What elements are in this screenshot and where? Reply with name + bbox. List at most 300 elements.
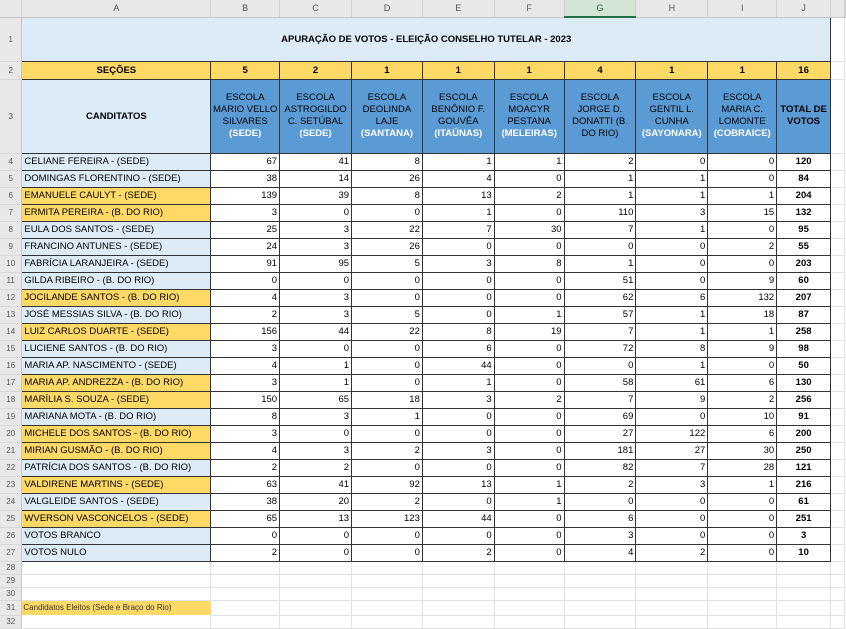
vote-count[interactable]: 1 (708, 476, 777, 493)
vote-count[interactable]: 5 (352, 255, 423, 272)
empty-cell[interactable] (831, 510, 845, 527)
vote-count[interactable]: 0 (494, 442, 564, 459)
vote-count[interactable]: 2 (564, 476, 636, 493)
empty-cell[interactable] (352, 587, 423, 600)
empty-cell[interactable] (777, 615, 831, 628)
empty-cell[interactable] (211, 600, 280, 615)
vote-count[interactable]: 9 (708, 340, 777, 357)
empty-cell[interactable] (422, 600, 494, 615)
vote-count[interactable]: 0 (636, 493, 708, 510)
vote-count[interactable]: 3 (211, 374, 280, 391)
empty-cell[interactable] (831, 170, 845, 187)
empty-cell[interactable] (831, 600, 845, 615)
vote-count[interactable]: 0 (494, 357, 564, 374)
empty-cell[interactable] (636, 600, 708, 615)
empty-cell[interactable] (352, 574, 423, 587)
vote-count[interactable]: 19 (494, 323, 564, 340)
vote-count[interactable]: 2 (280, 459, 352, 476)
vote-count[interactable]: 0 (422, 425, 494, 442)
empty-cell[interactable] (708, 600, 777, 615)
vote-count[interactable]: 28 (708, 459, 777, 476)
vote-count[interactable]: 0 (636, 255, 708, 272)
vote-count[interactable]: 92 (352, 476, 423, 493)
vote-count[interactable]: 9 (636, 391, 708, 408)
vote-count[interactable]: 7 (564, 391, 636, 408)
empty-cell[interactable] (494, 615, 564, 628)
empty-cell[interactable] (422, 615, 494, 628)
row-number[interactable]: 31 (0, 600, 22, 615)
vote-count[interactable]: 6 (422, 340, 494, 357)
candidate-name[interactable]: JOCILANDE SANTOS - (B. DO RIO) (22, 289, 211, 306)
empty-cell[interactable] (831, 374, 845, 391)
candidate-total[interactable]: 256 (777, 391, 831, 408)
vote-count[interactable]: 0 (494, 544, 564, 561)
vote-count[interactable]: 1 (636, 323, 708, 340)
vote-count[interactable]: 65 (211, 510, 280, 527)
row-number[interactable]: 23 (0, 476, 22, 493)
vote-count[interactable]: 0 (352, 425, 423, 442)
candidate-total[interactable]: 95 (777, 221, 831, 238)
vote-count[interactable]: 4 (211, 289, 280, 306)
vote-count[interactable]: 3 (422, 255, 494, 272)
empty-cell[interactable] (636, 561, 708, 574)
vote-count[interactable]: 2 (352, 442, 423, 459)
empty-cell[interactable] (777, 587, 831, 600)
candidate-total[interactable]: 258 (777, 323, 831, 340)
vote-count[interactable]: 1 (494, 306, 564, 323)
row-number[interactable]: 11 (0, 272, 22, 289)
vote-count[interactable]: 7 (422, 221, 494, 238)
vote-count[interactable]: 27 (564, 425, 636, 442)
school-header[interactable] (422, 79, 494, 153)
vote-count[interactable]: 0 (708, 153, 777, 170)
row-number[interactable]: 28 (0, 561, 22, 574)
vote-count[interactable]: 2 (564, 153, 636, 170)
row-number[interactable]: 27 (0, 544, 22, 561)
vote-count[interactable]: 1 (494, 476, 564, 493)
vote-count[interactable]: 14 (280, 170, 352, 187)
vote-count[interactable]: 30 (494, 221, 564, 238)
vote-count[interactable]: 1 (422, 374, 494, 391)
empty-cell[interactable] (494, 561, 564, 574)
empty-cell[interactable] (564, 615, 636, 628)
vote-count[interactable]: 8 (352, 187, 423, 204)
vote-count[interactable]: 0 (352, 272, 423, 289)
vote-count[interactable]: 22 (352, 221, 423, 238)
vote-count[interactable]: 39 (280, 187, 352, 204)
empty-cell[interactable] (211, 574, 280, 587)
empty-cell[interactable] (831, 340, 845, 357)
column-header-h[interactable]: H (636, 0, 708, 17)
candidate-total[interactable]: 120 (777, 153, 831, 170)
vote-count[interactable]: 1 (494, 493, 564, 510)
vote-count[interactable]: 1 (280, 374, 352, 391)
vote-count[interactable]: 13 (422, 187, 494, 204)
candidate-total[interactable]: 251 (777, 510, 831, 527)
vote-count[interactable]: 0 (494, 527, 564, 544)
empty-cell[interactable] (831, 561, 845, 574)
candidate-total[interactable]: 84 (777, 170, 831, 187)
vote-count[interactable]: 0 (636, 527, 708, 544)
row-number[interactable]: 20 (0, 425, 22, 442)
column-header-g[interactable]: G (564, 0, 636, 17)
vote-count[interactable]: 8 (494, 255, 564, 272)
row-number[interactable]: 6 (0, 187, 22, 204)
vote-count[interactable]: 181 (564, 442, 636, 459)
candidate-name[interactable]: DOMINGAS FLORENTINO - (SEDE) (22, 170, 211, 187)
vote-count[interactable]: 9 (708, 272, 777, 289)
vote-count[interactable]: 1 (564, 255, 636, 272)
vote-count[interactable]: 0 (636, 153, 708, 170)
vote-count[interactable]: 4 (211, 442, 280, 459)
empty-cell[interactable] (494, 600, 564, 615)
vote-count[interactable]: 65 (280, 391, 352, 408)
vote-count[interactable]: 95 (280, 255, 352, 272)
vote-count[interactable]: 3 (422, 442, 494, 459)
vote-count[interactable]: 2 (708, 238, 777, 255)
vote-count[interactable]: 0 (564, 238, 636, 255)
row-number[interactable]: 22 (0, 459, 22, 476)
vote-count[interactable]: 2 (211, 459, 280, 476)
empty-cell[interactable] (636, 615, 708, 628)
empty-cell[interactable] (422, 574, 494, 587)
vote-count[interactable]: 6 (708, 374, 777, 391)
column-header-i[interactable]: I (708, 0, 777, 17)
empty-cell[interactable] (494, 574, 564, 587)
vote-count[interactable]: 0 (494, 238, 564, 255)
candidate-total[interactable]: 3 (777, 527, 831, 544)
vote-count[interactable]: 38 (211, 170, 280, 187)
row-number[interactable]: 24 (0, 493, 22, 510)
candidate-name[interactable]: EMANUELE CAULYT - (SEDE) (22, 187, 211, 204)
empty-cell[interactable] (831, 408, 845, 425)
vote-count[interactable]: 150 (211, 391, 280, 408)
empty-cell[interactable] (831, 357, 845, 374)
empty-cell[interactable] (831, 323, 845, 340)
candidate-total[interactable]: 91 (777, 408, 831, 425)
empty-cell[interactable] (831, 615, 845, 628)
empty-cell[interactable] (831, 61, 845, 79)
empty-cell[interactable] (564, 561, 636, 574)
vote-count[interactable]: 58 (564, 374, 636, 391)
candidate-name[interactable]: JOSÉ MESSIAS SILVA - (B. DO RIO) (22, 306, 211, 323)
column-header-k[interactable] (831, 0, 845, 17)
empty-cell[interactable] (708, 561, 777, 574)
empty-cell[interactable] (831, 527, 845, 544)
vote-count[interactable]: 2 (636, 544, 708, 561)
empty-cell[interactable] (280, 600, 352, 615)
empty-cell[interactable] (636, 587, 708, 600)
vote-count[interactable]: 8 (422, 323, 494, 340)
vote-count[interactable]: 3 (280, 289, 352, 306)
empty-cell[interactable] (564, 587, 636, 600)
row-number[interactable]: 5 (0, 170, 22, 187)
vote-count[interactable]: 0 (494, 289, 564, 306)
candidate-total[interactable]: 98 (777, 340, 831, 357)
section-total[interactable]: 16 (777, 61, 831, 79)
section-count[interactable]: 1 (422, 61, 494, 79)
vote-count[interactable]: 2 (211, 306, 280, 323)
vote-count[interactable]: 0 (422, 289, 494, 306)
vote-count[interactable]: 0 (280, 425, 352, 442)
vote-count[interactable]: 1 (564, 187, 636, 204)
candidate-name[interactable]: MARIA AP. NASCIMENTO - (SEDE) (22, 357, 211, 374)
vote-count[interactable]: 0 (708, 493, 777, 510)
vote-count[interactable]: 0 (352, 544, 423, 561)
candidate-total[interactable]: 203 (777, 255, 831, 272)
candidate-name[interactable]: LUCIENE SANTOS - (B. DO RIO) (22, 340, 211, 357)
empty-cell[interactable] (280, 561, 352, 574)
vote-count[interactable]: 1 (636, 187, 708, 204)
vote-count[interactable]: 0 (494, 425, 564, 442)
candidate-name[interactable]: ERMITA PEREIRA - (B. DO RIO) (22, 204, 211, 221)
vote-count[interactable]: 1 (422, 153, 494, 170)
vote-count[interactable]: 41 (280, 153, 352, 170)
vote-count[interactable]: 2 (422, 544, 494, 561)
sheet-title[interactable]: APURAÇÃO DE VOTOS - ELEIÇÃO CONSELHO TUTELAR - 2023 (22, 17, 831, 61)
vote-count[interactable]: 123 (352, 510, 423, 527)
vote-count[interactable]: 1 (564, 170, 636, 187)
vote-count[interactable]: 0 (708, 255, 777, 272)
row-number[interactable]: 30 (0, 587, 22, 600)
vote-count[interactable]: 0 (280, 272, 352, 289)
school-header[interactable] (564, 79, 636, 153)
candidate-name[interactable]: PATRÍCIA DOS SANTOS - (B. DO RIO) (22, 459, 211, 476)
vote-count[interactable]: 2 (211, 544, 280, 561)
vote-count[interactable]: 2 (708, 391, 777, 408)
empty-cell[interactable] (831, 493, 845, 510)
candidate-total[interactable]: 132 (777, 204, 831, 221)
empty-cell[interactable] (777, 574, 831, 587)
candidate-total[interactable]: 55 (777, 238, 831, 255)
vote-count[interactable]: 3 (280, 442, 352, 459)
row-number[interactable]: 18 (0, 391, 22, 408)
empty-cell[interactable] (564, 600, 636, 615)
empty-cell[interactable] (211, 561, 280, 574)
vote-count[interactable]: 67 (211, 153, 280, 170)
vote-count[interactable]: 0 (422, 306, 494, 323)
row-number[interactable]: 32 (0, 615, 22, 628)
vote-count[interactable]: 0 (352, 357, 423, 374)
vote-count[interactable]: 3 (422, 391, 494, 408)
empty-cell[interactable] (280, 615, 352, 628)
vote-count[interactable]: 0 (280, 340, 352, 357)
vote-count[interactable]: 13 (422, 476, 494, 493)
vote-count[interactable]: 44 (422, 510, 494, 527)
candidate-name[interactable]: FABRÍCIA LARANJEIRA - (SEDE) (22, 255, 211, 272)
column-header-b[interactable]: B (211, 0, 280, 17)
vote-count[interactable]: 0 (211, 272, 280, 289)
candidate-total[interactable]: 10 (777, 544, 831, 561)
candidate-total[interactable]: 50 (777, 357, 831, 374)
vote-count[interactable]: 3 (211, 204, 280, 221)
sections-label[interactable]: SEÇÕES (22, 61, 211, 79)
vote-count[interactable]: 0 (564, 493, 636, 510)
candidate-name[interactable]: MARIANA MOTA - (B. DO RIO) (22, 408, 211, 425)
school-header[interactable] (708, 79, 777, 153)
vote-count[interactable]: 3 (280, 306, 352, 323)
vote-count[interactable]: 6 (708, 425, 777, 442)
row-number[interactable]: 13 (0, 306, 22, 323)
row-number[interactable]: 29 (0, 574, 22, 587)
candidate-total[interactable]: 207 (777, 289, 831, 306)
vote-count[interactable]: 3 (636, 476, 708, 493)
vote-count[interactable]: 44 (280, 323, 352, 340)
vote-count[interactable]: 1 (494, 153, 564, 170)
vote-count[interactable]: 0 (422, 272, 494, 289)
vote-count[interactable]: 0 (636, 272, 708, 289)
vote-count[interactable]: 132 (708, 289, 777, 306)
vote-count[interactable]: 3 (636, 204, 708, 221)
column-header-d[interactable]: D (352, 0, 423, 17)
vote-count[interactable]: 1 (636, 306, 708, 323)
vote-count[interactable]: 0 (280, 544, 352, 561)
row-number[interactable]: 12 (0, 289, 22, 306)
vote-count[interactable]: 82 (564, 459, 636, 476)
vote-count[interactable]: 44 (422, 357, 494, 374)
vote-count[interactable]: 2 (352, 493, 423, 510)
vote-count[interactable]: 0 (422, 527, 494, 544)
vote-count[interactable]: 0 (352, 374, 423, 391)
column-header-f[interactable]: F (494, 0, 564, 17)
vote-count[interactable]: 3 (280, 408, 352, 425)
vote-count[interactable]: 1 (280, 357, 352, 374)
vote-count[interactable]: 0 (708, 510, 777, 527)
vote-count[interactable]: 0 (422, 238, 494, 255)
vote-count[interactable]: 30 (708, 442, 777, 459)
school-header[interactable] (280, 79, 352, 153)
vote-count[interactable]: 27 (636, 442, 708, 459)
vote-count[interactable]: 0 (494, 272, 564, 289)
empty-cell[interactable] (22, 587, 211, 600)
candidate-name[interactable]: MIRIAN GUSMÃO - (B. DO RIO) (22, 442, 211, 459)
vote-count[interactable]: 0 (494, 459, 564, 476)
empty-cell[interactable] (831, 17, 845, 61)
candidate-name[interactable]: CELIANE FEREIRA - (SEDE) (22, 153, 211, 170)
vote-count[interactable]: 10 (708, 408, 777, 425)
vote-count[interactable]: 8 (636, 340, 708, 357)
vote-count[interactable]: 26 (352, 170, 423, 187)
vote-count[interactable]: 0 (352, 340, 423, 357)
vote-count[interactable]: 8 (211, 408, 280, 425)
vote-count[interactable]: 0 (494, 204, 564, 221)
vote-count[interactable]: 110 (564, 204, 636, 221)
candidate-name[interactable]: VALDIRENE MARTINS - (SEDE) (22, 476, 211, 493)
empty-cell[interactable] (636, 574, 708, 587)
empty-cell[interactable] (22, 561, 211, 574)
section-count[interactable]: 5 (211, 61, 280, 79)
vote-count[interactable]: 3 (564, 527, 636, 544)
vote-count[interactable]: 0 (708, 527, 777, 544)
vote-count[interactable]: 0 (494, 340, 564, 357)
vote-count[interactable]: 0 (211, 527, 280, 544)
vote-count[interactable]: 139 (211, 187, 280, 204)
vote-count[interactable]: 0 (636, 510, 708, 527)
candidate-name[interactable]: EULA DOS SANTOS - (SEDE) (22, 221, 211, 238)
vote-count[interactable]: 26 (352, 238, 423, 255)
candidate-total[interactable]: 216 (777, 476, 831, 493)
candidate-total[interactable]: 204 (777, 187, 831, 204)
vote-count[interactable]: 1 (636, 170, 708, 187)
school-header[interactable] (211, 79, 280, 153)
vote-count[interactable]: 156 (211, 323, 280, 340)
candidate-total[interactable]: 130 (777, 374, 831, 391)
row-number[interactable]: 26 (0, 527, 22, 544)
column-header-j[interactable]: J (777, 0, 831, 17)
candidate-name[interactable]: FRANCINO ANTUNES - (SEDE) (22, 238, 211, 255)
row-number[interactable]: 15 (0, 340, 22, 357)
vote-count[interactable]: 0 (352, 527, 423, 544)
section-count[interactable]: 4 (564, 61, 636, 79)
vote-count[interactable]: 41 (280, 476, 352, 493)
empty-cell[interactable] (831, 238, 845, 255)
empty-cell[interactable] (280, 587, 352, 600)
vote-count[interactable]: 91 (211, 255, 280, 272)
empty-cell[interactable] (352, 615, 423, 628)
empty-cell[interactable] (831, 587, 845, 600)
vote-count[interactable]: 1 (636, 221, 708, 238)
vote-count[interactable]: 1 (636, 357, 708, 374)
vote-count[interactable]: 2 (494, 187, 564, 204)
vote-count[interactable]: 6 (564, 510, 636, 527)
total-votes-header[interactable]: TOTAL DE VOTOS (777, 79, 831, 153)
section-count[interactable]: 2 (280, 61, 352, 79)
empty-cell[interactable] (211, 587, 280, 600)
vote-count[interactable]: 20 (280, 493, 352, 510)
vote-count[interactable]: 69 (564, 408, 636, 425)
empty-cell[interactable] (211, 615, 280, 628)
empty-cell[interactable] (352, 561, 423, 574)
candidate-name[interactable]: VOTOS NULO (22, 544, 211, 561)
empty-cell[interactable] (831, 204, 845, 221)
vote-count[interactable]: 0 (280, 204, 352, 221)
candidate-name[interactable]: VOTOS BRANCO (22, 527, 211, 544)
empty-cell[interactable] (831, 79, 845, 153)
vote-count[interactable]: 51 (564, 272, 636, 289)
section-count[interactable]: 1 (352, 61, 423, 79)
vote-count[interactable]: 18 (708, 306, 777, 323)
column-header-c[interactable]: C (280, 0, 352, 17)
row-number[interactable]: 4 (0, 153, 22, 170)
empty-cell[interactable] (831, 255, 845, 272)
vote-count[interactable]: 8 (352, 153, 423, 170)
candidate-total[interactable]: 121 (777, 459, 831, 476)
vote-count[interactable]: 0 (494, 510, 564, 527)
vote-count[interactable]: 1 (708, 323, 777, 340)
empty-cell[interactable] (831, 221, 845, 238)
vote-count[interactable]: 3 (211, 425, 280, 442)
row-number[interactable]: 9 (0, 238, 22, 255)
candidate-total[interactable]: 87 (777, 306, 831, 323)
row-number[interactable]: 7 (0, 204, 22, 221)
vote-count[interactable]: 0 (494, 170, 564, 187)
candidate-total[interactable]: 61 (777, 493, 831, 510)
candidate-name[interactable]: VALGLEIDE SANTOS - (SEDE) (22, 493, 211, 510)
empty-cell[interactable] (708, 574, 777, 587)
empty-cell[interactable] (564, 574, 636, 587)
vote-count[interactable]: 4 (564, 544, 636, 561)
candidate-name[interactable]: MARIA AP. ANDREZZA - (B. DO RIO) (22, 374, 211, 391)
vote-count[interactable]: 22 (352, 323, 423, 340)
candidate-name[interactable]: MICHELE DOS SANTOS - (B. DO RIO) (22, 425, 211, 442)
candidates-header[interactable]: CANDITATOS (22, 79, 211, 153)
vote-count[interactable]: 4 (211, 357, 280, 374)
empty-cell[interactable] (22, 615, 211, 628)
vote-count[interactable]: 3 (280, 221, 352, 238)
vote-count[interactable]: 0 (494, 408, 564, 425)
school-header[interactable] (636, 79, 708, 153)
row-number[interactable]: 8 (0, 221, 22, 238)
